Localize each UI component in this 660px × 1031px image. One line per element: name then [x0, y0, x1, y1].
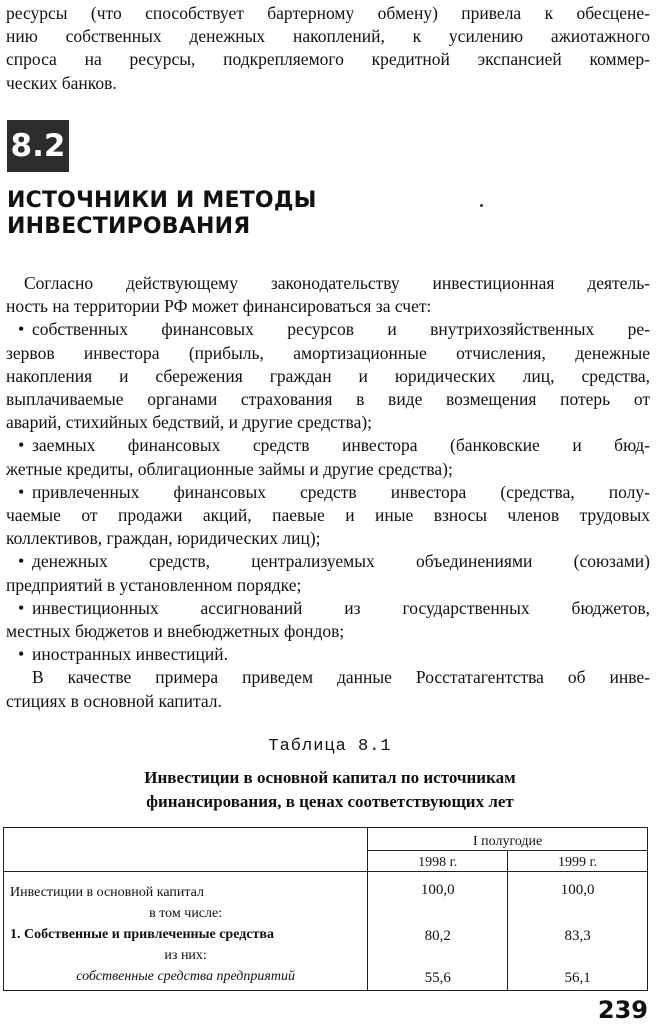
row-label-cell	[4, 872, 368, 925]
group-header: I полугодие	[368, 828, 648, 851]
text-line: Согласно действующему законодательству инвестиционная деятель-	[24, 273, 650, 293]
text-line: жетные кредиты, облигационные займы и другие средства);	[6, 458, 453, 479]
text-line: выплачиваемые органами страхования в виде возмещения потерь от	[6, 389, 650, 410]
text-line: спроса на ресурсы, подкрепляемого кредитной экспансией коммер-	[6, 49, 650, 70]
text-line: ресурсы (что способствует бартерному обмену) привела к обесцене-	[6, 3, 650, 23]
table-corner-cell	[4, 828, 368, 872]
row-label-cell	[4, 924, 368, 966]
table-title-line: Инвестиции в основной капитал по источникам	[144, 768, 516, 787]
row-label-cell	[4, 966, 368, 991]
page-number: 239	[597, 996, 648, 1024]
intro-paragraph	[6, 2, 650, 95]
row-label: собственные средства предприятий	[76, 969, 296, 984]
text-line: В качестве примера приведем данные Росстатагентства об инве-	[32, 667, 650, 688]
row-sublabel: в том числе:	[149, 906, 223, 921]
bullet-item: • заемных финансовых средств инвестора (банковские и бюд-	[6, 434, 650, 457]
text-line: стициях в основной капитал.	[6, 690, 222, 711]
bullet-item: • иностранных инвестиций.	[6, 643, 650, 666]
table-header-row	[4, 828, 648, 851]
row-label: 1. Собственные и привлеченные средства	[10, 927, 274, 942]
section-title-line: ИНВЕСТИРОВАНИЯ	[7, 214, 251, 239]
section-number-badge: 8.2	[7, 120, 69, 172]
text-line: зервов инвестора (прибыль, амортизационные отчисления, денежные	[6, 342, 650, 363]
bullet-item: • денежных средств, централизуемых объединениями (союзами)	[6, 550, 650, 573]
text-line: ность на территории РФ может финансироваться за счет:	[6, 296, 432, 317]
section-title-line: ИСТОЧНИКИ И МЕТОДЫ	[7, 188, 317, 213]
text-line: местных бюджетов и внебюджетных фондов;	[6, 621, 345, 642]
investment-table	[3, 827, 648, 991]
row-label: Инвестиции в основной капитал	[10, 885, 204, 900]
text-line: коллективов, граждан, юридических лиц);	[6, 528, 321, 549]
print-speck	[480, 204, 483, 207]
text-line: предприятий в установленном порядке;	[6, 574, 302, 595]
table-row	[4, 924, 648, 966]
table-label: Таблица 8.1	[268, 737, 392, 756]
bullet-item: • привлеченных финансовых средств инвестора (средства, полу-	[6, 481, 650, 504]
value-cell: 83,3	[508, 924, 648, 966]
bullet-item: • инвестиционных ассигнований из государственных бюджетов,	[6, 597, 650, 620]
column-header: 1999 г.	[508, 851, 648, 872]
text-line: нию собственных денежных накоплений, к усилению ажиотажного	[6, 26, 650, 47]
value-cell: 100,0	[368, 872, 508, 925]
table-row	[4, 966, 648, 991]
text-line: аварий, стихийных бедствий, и другие средства);	[6, 412, 373, 433]
value-cell: 100,0	[508, 872, 648, 925]
text-line: накопления и сбережения граждан и юридических лиц, средства,	[6, 365, 650, 386]
table-title-line: финансирования, в ценах соответствующих лет	[146, 792, 514, 811]
table-title	[0, 766, 660, 814]
section-title	[7, 188, 427, 240]
bullet-item: • собственных финансовых ресурсов и внутрихозяйственных ре-	[6, 318, 650, 341]
row-sublabel: из них:	[164, 948, 207, 963]
value-cell: 55,6	[368, 966, 508, 991]
text-line: чаемые от продажи акций, паевые и иные взносы членов трудовых	[6, 505, 650, 526]
value-cell: 80,2	[368, 924, 508, 966]
text-line: ческих банков.	[6, 72, 117, 93]
column-header: 1998 г.	[368, 851, 508, 872]
table-row	[4, 872, 648, 925]
value-cell: 56,1	[508, 966, 648, 991]
body-text	[6, 272, 650, 713]
